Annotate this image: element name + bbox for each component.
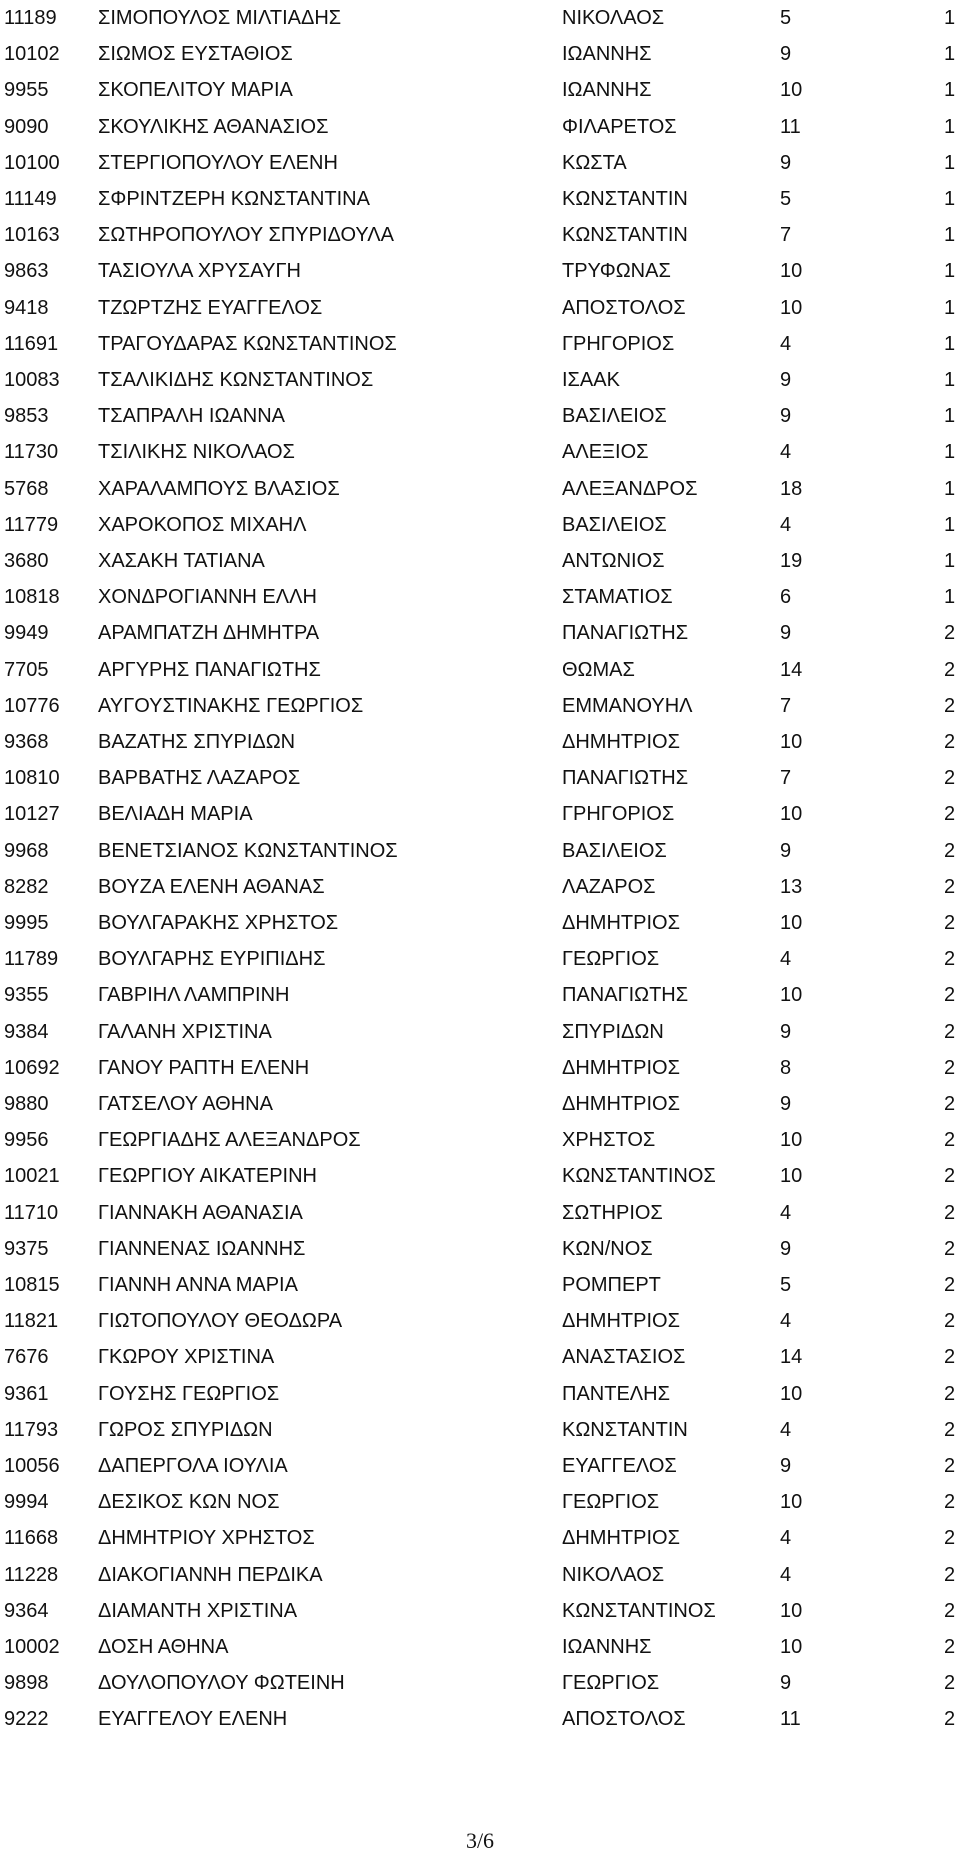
record-name: ΓΙΑΝΝΕΝΑΣ ΙΩΑΝΝΗΣ	[98, 1237, 306, 1260]
record-number: 10	[780, 1129, 803, 1152]
record-group: 2	[944, 912, 956, 934]
record-name: ΤΖΩΡΤΖΗΣ ΕΥΑΓΓΕΛΟΣ	[98, 296, 323, 319]
record-father-name: ΚΩΝΣΤΑΝΤΙΝ	[562, 188, 688, 210]
record-name: ΣΤΕΡΓΙΟΠΟΥΛΟΥ ΕΛΕΝΗ	[98, 151, 338, 174]
record-father-name: ΔΗΜΗΤΡΙΟΣ	[562, 1310, 680, 1333]
record-name: ΤΑΣΙΟΥΛΑ ΧΡΥΣΑΥΓΗ	[98, 260, 301, 283]
record-id: 10127	[4, 803, 60, 826]
record-id: 9384	[4, 1020, 49, 1043]
record-father-name: ΔΗΜΗΤΡΙΟΣ	[562, 1527, 680, 1550]
record-father-name: ΠΑΝΤΕΛΗΣ	[562, 1382, 670, 1405]
record-id: 9375	[4, 1237, 49, 1260]
list-item	[0, 217, 960, 253]
record-father-name: ΑΠΟΣΤΟΛΟΣ	[562, 1708, 686, 1731]
record-group: 2	[944, 948, 956, 971]
record-name: ΣΙΩΜΟΣ ΕΥΣΤΑΘΙΟΣ	[98, 43, 293, 66]
record-id: 11149	[4, 188, 57, 210]
record-group: 2	[944, 1020, 956, 1043]
list-item	[0, 1231, 960, 1267]
record-father-name: ΑΝΑΣΤΑΣΙΟΣ	[562, 1346, 686, 1369]
record-group: 2	[944, 1129, 956, 1152]
record-group: 1	[944, 151, 956, 174]
record-group: 2	[944, 1310, 956, 1333]
record-name: ΔΙΑΜΑΝΤΗ ΧΡΙΣΤΙΝΑ	[98, 1599, 298, 1622]
record-group: 1	[944, 369, 956, 391]
record-number: 7	[780, 224, 792, 247]
list-item	[0, 1484, 960, 1520]
record-father-name: ΤΡΥΦΩΝΑΣ	[562, 260, 671, 283]
record-number: 10	[780, 1382, 803, 1405]
record-name: ΧΑΡΑΛΑΜΠΟΥΣ ΒΛΑΣΙΟΣ	[98, 477, 340, 500]
record-name: ΕΥΑΓΓΕΛΟΥ ΕΛΕΝΗ	[98, 1708, 288, 1731]
record-id: 10002	[4, 1636, 60, 1658]
record-number: 10	[780, 1636, 803, 1658]
record-number: 10	[780, 79, 803, 102]
record-number: 10	[780, 912, 803, 934]
record-father-name: ΒΑΣΙΛΕΙΟΣ	[562, 405, 667, 428]
record-number: 4	[780, 1563, 792, 1586]
record-number: 10	[780, 731, 803, 753]
record-father-name: ΚΩΝ/ΝΟΣ	[562, 1237, 653, 1260]
record-father-name: ΙΩΑΝΝΗΣ	[562, 79, 652, 102]
record-father-name: ΓΕΩΡΓΙΟΣ	[562, 1491, 660, 1514]
record-name: ΑΡΓΥΡΗΣ ΠΑΝΑΓΙΩΤΗΣ	[98, 658, 321, 681]
record-number: 11	[780, 115, 801, 138]
record-name: ΤΣΑΠΡΑΛΗ ΙΩΑΝΝΑ	[98, 405, 285, 428]
record-name: ΒΟΥΛΓΑΡΗΣ ΕΥΡΙΠΙΔΗΣ	[98, 948, 326, 971]
record-father-name: ΒΑΣΙΛΕΙΟΣ	[562, 839, 667, 862]
record-id: 7676	[4, 1346, 49, 1369]
record-number: 9	[780, 1672, 792, 1695]
record-group: 1	[944, 224, 956, 247]
record-id: 11821	[4, 1310, 59, 1333]
record-group: 1	[944, 79, 956, 102]
record-number: 9	[780, 151, 792, 174]
record-number: 10	[780, 1491, 803, 1514]
record-name: ΓΑΛΑΝΗ ΧΡΙΣΤΙΝΑ	[98, 1020, 272, 1043]
record-name: ΒΟΥΖΑ ΕΛΕΝΗ ΑΘΑΝΑΣ	[98, 875, 325, 898]
record-father-name: ΑΝΤΩΝΙΟΣ	[562, 550, 665, 572]
record-father-name: ΓΡΗΓΟΡΙΟΣ	[562, 803, 675, 826]
record-number: 9	[780, 1455, 792, 1477]
list-item	[0, 941, 960, 977]
record-number: 10	[780, 1599, 803, 1622]
record-id: 8282	[4, 875, 49, 898]
record-father-name: ΓΕΩΡΓΙΟΣ	[562, 1672, 660, 1695]
list-item	[0, 1339, 960, 1375]
list-item	[0, 724, 960, 760]
record-father-name: ΙΣΑΑΚ	[562, 369, 620, 391]
record-id: 11789	[4, 948, 59, 971]
list-item	[0, 1086, 960, 1122]
record-group: 1	[944, 586, 956, 609]
record-group: 2	[944, 1237, 956, 1260]
record-number: 5	[780, 7, 792, 29]
record-id: 9995	[4, 912, 49, 934]
record-id: 10818	[4, 586, 60, 609]
record-number: 4	[780, 1201, 792, 1224]
record-group: 2	[944, 622, 956, 645]
record-number: 4	[780, 441, 792, 464]
record-father-name: ΚΩΝΣΤΑΝΤΙΝΟΣ	[562, 1599, 716, 1622]
record-id: 10056	[4, 1455, 60, 1477]
record-father-name: ΡΟΜΠΕΡΤ	[562, 1274, 661, 1296]
record-group: 2	[944, 767, 956, 790]
record-name: ΑΡΑΜΠΑΤΖΗ ΔΗΜΗΤΡΑ	[98, 622, 320, 645]
record-father-name: ΠΑΝΑΓΙΩΤΗΣ	[562, 984, 689, 1007]
record-father-name: ΠΑΝΑΓΙΩΤΗΣ	[562, 767, 689, 790]
record-name: ΣΩΤΗΡΟΠΟΥΛΟΥ ΣΠΥΡΙΔΟΥΛΑ	[98, 224, 394, 247]
record-father-name: ΕΜΜΑΝΟΥΗΛ	[562, 694, 693, 717]
record-father-name: ΔΗΜΗΤΡΙΟΣ	[562, 731, 680, 753]
list-item	[0, 1629, 960, 1665]
record-father-name: ΑΛΕΞΙΟΣ	[562, 441, 649, 464]
record-name: ΣΙΜΟΠΟΥΛΟΣ ΜΙΛΤΙΑΔΗΣ	[98, 7, 342, 29]
record-name: ΓΙΩΤΟΠΟΥΛΟΥ ΘΕΟΔΩΡΑ	[98, 1310, 343, 1333]
record-id: 9222	[4, 1708, 49, 1731]
list-item	[0, 833, 960, 869]
record-id: 3680	[4, 550, 49, 572]
record-father-name: ΔΗΜΗΤΡΙΟΣ	[562, 1093, 680, 1115]
record-group: 2	[944, 1491, 956, 1514]
record-group: 2	[944, 694, 956, 717]
record-id: 9090	[4, 115, 49, 138]
record-father-name: ΙΩΑΝΝΗΣ	[562, 1636, 652, 1658]
record-group: 2	[944, 1672, 956, 1695]
record-father-name: ΚΩΝΣΤΑΝΤΙΝΟΣ	[562, 1165, 716, 1188]
record-id: 9898	[4, 1672, 49, 1695]
record-name: ΓΑΤΣΕΛΟΥ ΑΘΗΝΑ	[98, 1093, 273, 1115]
list-item	[0, 1158, 960, 1194]
record-id: 10100	[4, 151, 60, 174]
record-group: 2	[944, 1346, 956, 1369]
record-name: ΑΥΓΟΥΣΤΙΝΑΚΗΣ ΓΕΩΡΓΙΟΣ	[98, 694, 364, 717]
record-number: 7	[780, 694, 792, 717]
record-number: 14	[780, 1346, 803, 1369]
list-item	[0, 1050, 960, 1086]
record-name: ΓΑΒΡΙΗΛ ΛΑΜΠΡΙΝΗ	[98, 984, 290, 1007]
record-number: 4	[780, 1527, 792, 1550]
record-id: 10163	[4, 224, 60, 247]
record-group: 2	[944, 1418, 956, 1441]
list-item	[0, 1412, 960, 1448]
record-group: 1	[944, 477, 956, 500]
record-id: 10815	[4, 1274, 60, 1296]
list-item	[0, 398, 960, 434]
record-father-name: ΦΙΛΑΡΕΤΟΣ	[562, 115, 677, 138]
list-item	[0, 1701, 960, 1737]
record-group: 2	[944, 658, 956, 681]
list-item	[0, 1520, 960, 1556]
record-group: 1	[944, 296, 956, 319]
list-item	[0, 869, 960, 905]
record-id: 11710	[4, 1201, 59, 1224]
record-group: 2	[944, 1636, 956, 1658]
list-item	[0, 688, 960, 724]
record-group: 1	[944, 115, 956, 138]
record-id: 9418	[4, 296, 49, 319]
record-id: 9364	[4, 1599, 49, 1622]
record-group: 2	[944, 1093, 956, 1115]
record-id: 5768	[4, 477, 49, 500]
record-id: 10021	[4, 1165, 60, 1188]
record-number: 9	[780, 405, 792, 428]
record-father-name: ΚΩΣΤΑ	[562, 151, 627, 174]
list-item	[0, 1303, 960, 1339]
list-item	[0, 181, 960, 217]
record-group: 2	[944, 839, 956, 862]
record-id: 9355	[4, 984, 49, 1007]
record-number: 9	[780, 839, 792, 862]
record-number: 14	[780, 658, 803, 681]
record-number: 10	[780, 296, 803, 319]
record-father-name: ΚΩΝΣΤΑΝΤΙΝ	[562, 1418, 688, 1441]
record-id: 10083	[4, 369, 60, 391]
list-item	[0, 760, 960, 796]
record-number: 4	[780, 332, 792, 355]
record-father-name: ΓΕΩΡΓΙΟΣ	[562, 948, 660, 971]
list-item	[0, 579, 960, 615]
record-number: 5	[780, 188, 792, 210]
record-number: 9	[780, 43, 792, 66]
list-item	[0, 1557, 960, 1593]
record-father-name: ΠΑΝΑΓΙΩΤΗΣ	[562, 622, 689, 645]
record-id: 10692	[4, 1056, 60, 1079]
record-name: ΤΡΑΓΟΥΔΑΡΑΣ ΚΩΝΣΤΑΝΤΙΝΟΣ	[98, 332, 397, 355]
record-name: ΒΑΡΒΑΤΗΣ ΛΑΖΑΡΟΣ	[98, 767, 301, 790]
record-name: ΔΙΑΚΟΓΙΑΝΝΗ ΠΕΡΔΙΚΑ	[98, 1563, 323, 1586]
record-father-name: ΘΩΜΑΣ	[562, 658, 635, 681]
record-group: 2	[944, 1455, 956, 1477]
record-group: 2	[944, 875, 956, 898]
record-number: 8	[780, 1056, 792, 1079]
list-item	[0, 109, 960, 145]
record-id: 10102	[4, 43, 60, 66]
record-number: 6	[780, 586, 792, 609]
record-group: 1	[944, 43, 956, 66]
record-name: ΧΑΡΟΚΟΠΟΣ ΜΙΧΑΗΛ	[98, 513, 307, 536]
list-item	[0, 652, 960, 688]
record-id: 10810	[4, 767, 60, 790]
record-id: 11779	[4, 513, 59, 536]
list-item	[0, 326, 960, 362]
list-item	[0, 471, 960, 507]
record-number: 19	[780, 550, 803, 572]
list-item	[0, 543, 960, 579]
record-father-name: ΔΗΜΗΤΡΙΟΣ	[562, 912, 680, 934]
list-item	[0, 507, 960, 543]
list-item	[0, 362, 960, 398]
record-number: 11	[780, 1708, 801, 1731]
record-father-name: ΙΩΑΝΝΗΣ	[562, 43, 652, 66]
record-group: 1	[944, 7, 956, 29]
record-number: 10	[780, 260, 803, 283]
record-id: 11730	[4, 441, 59, 464]
record-group: 1	[944, 405, 956, 428]
record-number: 4	[780, 513, 792, 536]
record-group: 2	[944, 1382, 956, 1405]
record-name: ΓΙΑΝΝΗ ΑΝΝΑ ΜΑΡΙΑ	[98, 1274, 298, 1296]
record-name: ΒΑΖΑΤΗΣ ΣΠΥΡΙΔΩΝ	[98, 731, 296, 753]
list-item	[0, 1448, 960, 1484]
record-number: 4	[780, 948, 792, 971]
record-name: ΓΑΝΟΥ ΡΑΠΤΗ ΕΛΕΝΗ	[98, 1056, 310, 1079]
record-number: 18	[780, 477, 803, 500]
record-name: ΓΚΩΡΟΥ ΧΡΙΣΤΙΝΑ	[98, 1346, 275, 1369]
list-item	[0, 1665, 960, 1701]
record-number: 9	[780, 1020, 792, 1043]
page-number: 3/6	[465, 1828, 495, 1853]
record-id: 11228	[4, 1563, 59, 1586]
list-item	[0, 1593, 960, 1629]
list-item	[0, 1122, 960, 1158]
list-item	[0, 145, 960, 181]
record-name: ΤΣΑΛΙΚΙΔΗΣ ΚΩΝΣΤΑΝΤΙΝΟΣ	[98, 369, 374, 391]
record-id: 9880	[4, 1093, 49, 1115]
record-id: 9955	[4, 79, 49, 102]
record-father-name: ΝΙΚΟΛΑΟΣ	[562, 7, 665, 29]
record-group: 2	[944, 731, 956, 753]
record-father-name: ΒΑΣΙΛΕΙΟΣ	[562, 513, 667, 536]
record-name: ΔΟΥΛΟΠΟΥΛΟΥ ΦΩΤΕΙΝΗ	[98, 1672, 345, 1695]
record-group: 1	[944, 260, 956, 283]
record-group: 1	[944, 332, 956, 355]
list-item	[0, 434, 960, 470]
list-item	[0, 253, 960, 289]
list-item	[0, 905, 960, 941]
record-group: 2	[944, 984, 956, 1007]
record-id: 9956	[4, 1129, 49, 1152]
record-father-name: ΣΠΥΡΙΔΩΝ	[562, 1020, 664, 1043]
record-id: 9361	[4, 1382, 49, 1405]
record-number: 9	[780, 622, 792, 645]
record-name: ΣΚΟΥΛΙΚΗΣ ΑΘΑΝΑΣΙΟΣ	[98, 115, 329, 138]
list-item	[0, 1014, 960, 1050]
record-id: 9968	[4, 839, 49, 862]
record-group: 2	[944, 1274, 956, 1296]
record-id: 9368	[4, 731, 49, 753]
record-group: 2	[944, 1708, 956, 1731]
record-name: ΔΟΣΗ ΑΘΗΝΑ	[98, 1636, 229, 1658]
list-item	[0, 36, 960, 72]
record-id: 10776	[4, 694, 60, 717]
record-name: ΔΑΠΕΡΓΟΛΑ ΙΟΥΛΙΑ	[98, 1455, 288, 1477]
record-group: 2	[944, 803, 956, 826]
record-group: 2	[944, 1563, 956, 1586]
record-father-name: ΝΙΚΟΛΑΟΣ	[562, 1563, 665, 1586]
record-number: 10	[780, 1165, 803, 1188]
record-father-name: ΔΗΜΗΤΡΙΟΣ	[562, 1056, 680, 1079]
record-id: 11793	[4, 1418, 59, 1441]
record-group: 1	[944, 188, 956, 210]
record-number: 9	[780, 1093, 792, 1115]
record-id: 9853	[4, 405, 49, 428]
record-father-name: ΕΥΑΓΓΕΛΟΣ	[562, 1455, 677, 1477]
list-item	[0, 290, 960, 326]
record-name: ΔΗΜΗΤΡΙΟΥ ΧΡΗΣΤΟΣ	[98, 1527, 315, 1550]
record-name: ΒΟΥΛΓΑΡΑΚΗΣ ΧΡΗΣΤΟΣ	[98, 912, 339, 934]
record-group: 2	[944, 1527, 956, 1550]
record-name: ΓΟΥΣΗΣ ΓΕΩΡΓΙΟΣ	[98, 1382, 280, 1405]
record-name: ΧΑΣΑΚΗ ΤΑΤΙΑΝΑ	[98, 550, 265, 572]
record-father-name: ΧΡΗΣΤΟΣ	[562, 1129, 656, 1152]
list-item	[0, 1195, 960, 1231]
list-item	[0, 977, 960, 1013]
list-item	[0, 1267, 960, 1303]
record-name: ΤΣΙΛΙΚΗΣ ΝΙΚΟΛΑΟΣ	[98, 441, 295, 464]
list-item	[0, 0, 960, 36]
record-number: 10	[780, 984, 803, 1007]
record-name: ΣΚΟΠΕΛΙΤΟΥ ΜΑΡΙΑ	[98, 79, 293, 102]
record-name: ΓΩΡΟΣ ΣΠΥΡΙΔΩΝ	[98, 1418, 273, 1441]
record-name: ΓΕΩΡΓΙΑΔΗΣ ΑΛΕΞΑΝΔΡΟΣ	[98, 1129, 361, 1152]
record-number: 13	[780, 875, 803, 898]
record-id: 9863	[4, 260, 49, 283]
list-item	[0, 615, 960, 651]
record-id: 9994	[4, 1491, 49, 1514]
record-group: 1	[944, 513, 956, 536]
list-item	[0, 1376, 960, 1412]
record-group: 1	[944, 441, 956, 464]
record-id: 7705	[4, 658, 49, 681]
record-number: 7	[780, 767, 792, 790]
record-id: 11691	[4, 332, 59, 355]
record-father-name: ΣΩΤΗΡΙΟΣ	[562, 1201, 663, 1224]
record-father-name: ΣΤΑΜΑΤΙΟΣ	[562, 586, 673, 609]
list-item	[0, 72, 960, 108]
record-father-name: ΑΠΟΣΤΟΛΟΣ	[562, 296, 686, 319]
list-item	[0, 796, 960, 832]
record-group: 1	[944, 550, 956, 572]
record-number: 4	[780, 1418, 792, 1441]
record-id: 9949	[4, 622, 49, 645]
record-name: ΒΕΛΙΑΔΗ ΜΑΡΙΑ	[98, 803, 253, 826]
record-father-name: ΓΡΗΓΟΡΙΟΣ	[562, 332, 675, 355]
record-number: 4	[780, 1310, 792, 1333]
record-group: 2	[944, 1201, 956, 1224]
record-id: 11189	[4, 7, 57, 29]
record-father-name: ΛΑΖΑΡΟΣ	[562, 875, 656, 898]
record-name: ΣΦΡΙΝΤΖΕΡΗ ΚΩΝΣΤΑΝΤΙΝΑ	[98, 188, 370, 210]
record-number: 9	[780, 369, 792, 391]
record-father-name: ΚΩΝΣΤΑΝΤΙΝ	[562, 224, 688, 247]
record-name: ΔΕΣΙΚΟΣ ΚΩΝ ΝΟΣ	[98, 1491, 280, 1514]
record-number: 9	[780, 1237, 792, 1260]
record-father-name: ΑΛΕΞΑΝΔΡΟΣ	[562, 477, 698, 500]
record-group: 2	[944, 1056, 956, 1079]
record-group: 2	[944, 1165, 956, 1188]
record-id: 11668	[4, 1527, 59, 1550]
record-name: ΒΕΝΕΤΣΙΑΝΟΣ ΚΩΝΣΤΑΝΤΙΝΟΣ	[98, 839, 398, 862]
record-number: 5	[780, 1274, 792, 1296]
record-group: 2	[944, 1599, 956, 1622]
record-number: 10	[780, 803, 803, 826]
record-name: ΓΙΑΝΝΑΚΗ ΑΘΑΝΑΣΙΑ	[98, 1201, 303, 1224]
record-name: ΓΕΩΡΓΙΟΥ ΑΙΚΑΤΕΡΙΝΗ	[98, 1165, 317, 1188]
record-name: ΧΟΝΔΡΟΓΙΑΝΝΗ ΕΛΛΗ	[98, 586, 317, 609]
